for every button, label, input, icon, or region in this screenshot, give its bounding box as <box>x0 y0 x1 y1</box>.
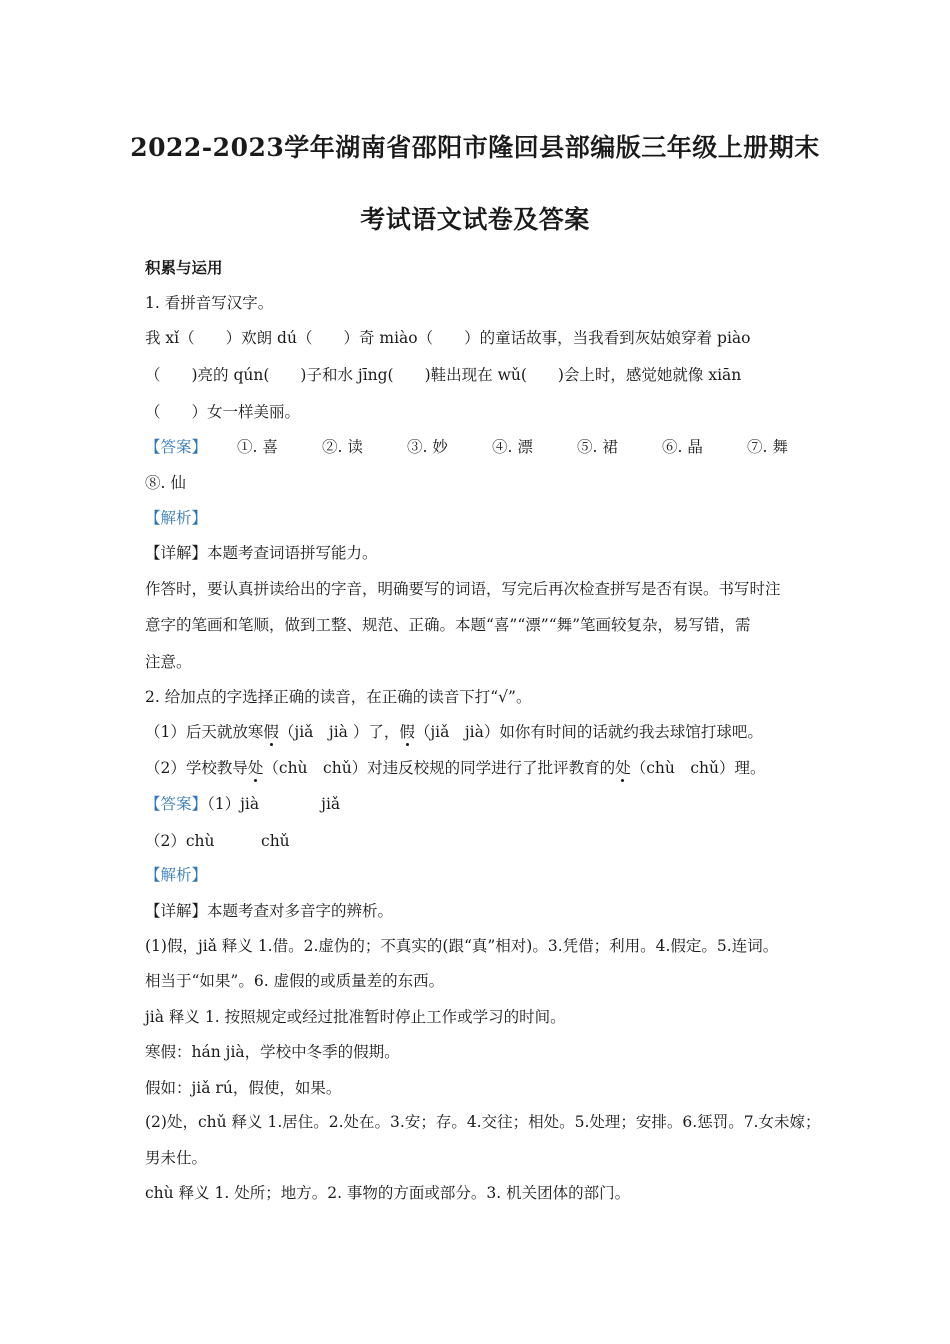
q2-answer-row-2: （2）chù chǔ <box>145 832 290 850</box>
q2-prompt: 2. 给加点的字选择正确的读音，在正确的读音下打“√”。 <box>145 688 532 706</box>
q2-explanation-line-1: (1)假，jiǎ 释义 1.借。2.虚伪的；不真实的(跟“真”相对)。3.凭借；利用。4.假定。5.连词。 <box>145 937 779 955</box>
q2-detail-tag: 【详解】 <box>145 902 208 920</box>
section-heading: 积累与运用 <box>145 258 223 277</box>
q2-sentence-2 <box>145 757 766 779</box>
q2-s2-dotted-char-2: 处 <box>615 759 631 777</box>
q2-sentence-1 <box>145 721 763 743</box>
q1-line-1: 我 xǐ（ ）欢朗 dú（ ）奇 miào（ ）的童话故事，当我看到灰姑娘穿着 piào <box>145 329 751 347</box>
q2-explanation-line-5: 假如：jiǎ rú，假使，如果。 <box>145 1079 342 1097</box>
q2-answer-row-1 <box>145 793 340 815</box>
q2-explanation-line-7: 男未仕。 <box>145 1149 208 1167</box>
q2-s2-part-c: （chù chǔ）理。 <box>630 759 766 777</box>
q2-detail-text: 本题考查对多音字的辨析。 <box>207 902 394 920</box>
q2-analysis-tag: 【解析】 <box>145 866 208 884</box>
q2-s1-part-a: （1）后天就放寒 <box>145 723 264 741</box>
q1-detail-text: 本题考查词语拼写能力。 <box>207 544 378 562</box>
q2-answer-1: （1）jià jiǎ <box>207 795 341 813</box>
q1-line-3: （ ）女一样美丽。 <box>145 403 301 421</box>
q2-explanation-line-8: chù 释义 1. 处所；地方。2. 事物的方面或部分。3. 机关团体的部门。 <box>145 1184 631 1202</box>
q1-line-2: （ )亮的 qún( )子和水 jīng( )鞋出现在 wǔ( )会上时，感觉她就像 xiān <box>145 366 742 384</box>
q1-detail-row <box>145 542 378 564</box>
q1-answer-6: ⑥. 晶 <box>662 438 703 456</box>
q1-analysis-tag: 【解析】 <box>145 509 208 527</box>
answer-tag: 【答案】 <box>145 438 208 456</box>
q1-detail-tag: 【详解】 <box>145 544 208 562</box>
q2-s1-part-c: （jiǎ jià）如你有时间的话就约我去球馆打球吧。 <box>414 723 763 741</box>
q2-s1-dotted-char-2: 假 <box>399 723 415 741</box>
q2-explanation-line-3: jià 释义 1. 按照规定或经过批准暂时停止工作或学习的时间。 <box>145 1008 566 1026</box>
q2-s2-part-a: （2）学校教导 <box>145 759 248 777</box>
q1-answer-row <box>145 436 788 458</box>
q2-detail-row <box>145 900 393 922</box>
q2-s2-part-b: （chù chǔ）对违反校规的同学进行了批评教育的 <box>263 759 616 777</box>
q2-s2-dotted-char-1: 处 <box>247 759 264 777</box>
q1-explanation-line-3: 注意。 <box>145 653 192 671</box>
q1-answer-7: ⑦. 舞 <box>747 438 788 456</box>
q1-answer-5: ⑤. 裙 <box>577 438 618 456</box>
q1-prompt: 1. 看拼音写汉字。 <box>145 294 274 312</box>
q2-s1-part-b: （jiǎ jià ）了， <box>278 723 400 741</box>
q2-s1-dotted-char-1: 假 <box>263 723 279 741</box>
q1-answer-8: ⑧. 仙 <box>145 474 186 492</box>
q2-explanation-line-4: 寒假：hán jià，学校中冬季的假期。 <box>145 1043 400 1061</box>
q1-answer-4: ④. 漂 <box>492 438 533 456</box>
q2-explanation-line-2: 相当于“如果”。6. 虚假的或质量差的东西。 <box>145 972 445 990</box>
q1-answer-3: ③. 妙 <box>407 438 448 456</box>
q2-answer-tag: 【答案】 <box>145 795 208 813</box>
document-title-line-2: 考试语文试卷及答案 <box>360 205 590 234</box>
q1-answer-1: ①. 喜 <box>237 438 278 456</box>
document-title-line-1: 2022-2023学年湖南省邵阳市隆回县部编版三年级上册期末 <box>130 133 820 162</box>
q2-explanation-line-6: (2)处，chǔ 释义 1.居住。2.处在。3.安；存。4.交往；相处。5.处理；安排。6.惩罚。7.女未嫁； <box>145 1113 821 1131</box>
q1-explanation-line-2: 意字的笔画和笔顺，做到工整、规范、正确。本题“喜”“漂”“舞”笔画较复杂，易写错，需 <box>145 616 751 634</box>
q1-explanation-line-1: 作答时，要认真拼读给出的字音，明确要写的词语，写完后再次检查拼写是否有误。书写时注 <box>145 580 781 598</box>
q1-answer-2: ②. 读 <box>322 438 363 456</box>
